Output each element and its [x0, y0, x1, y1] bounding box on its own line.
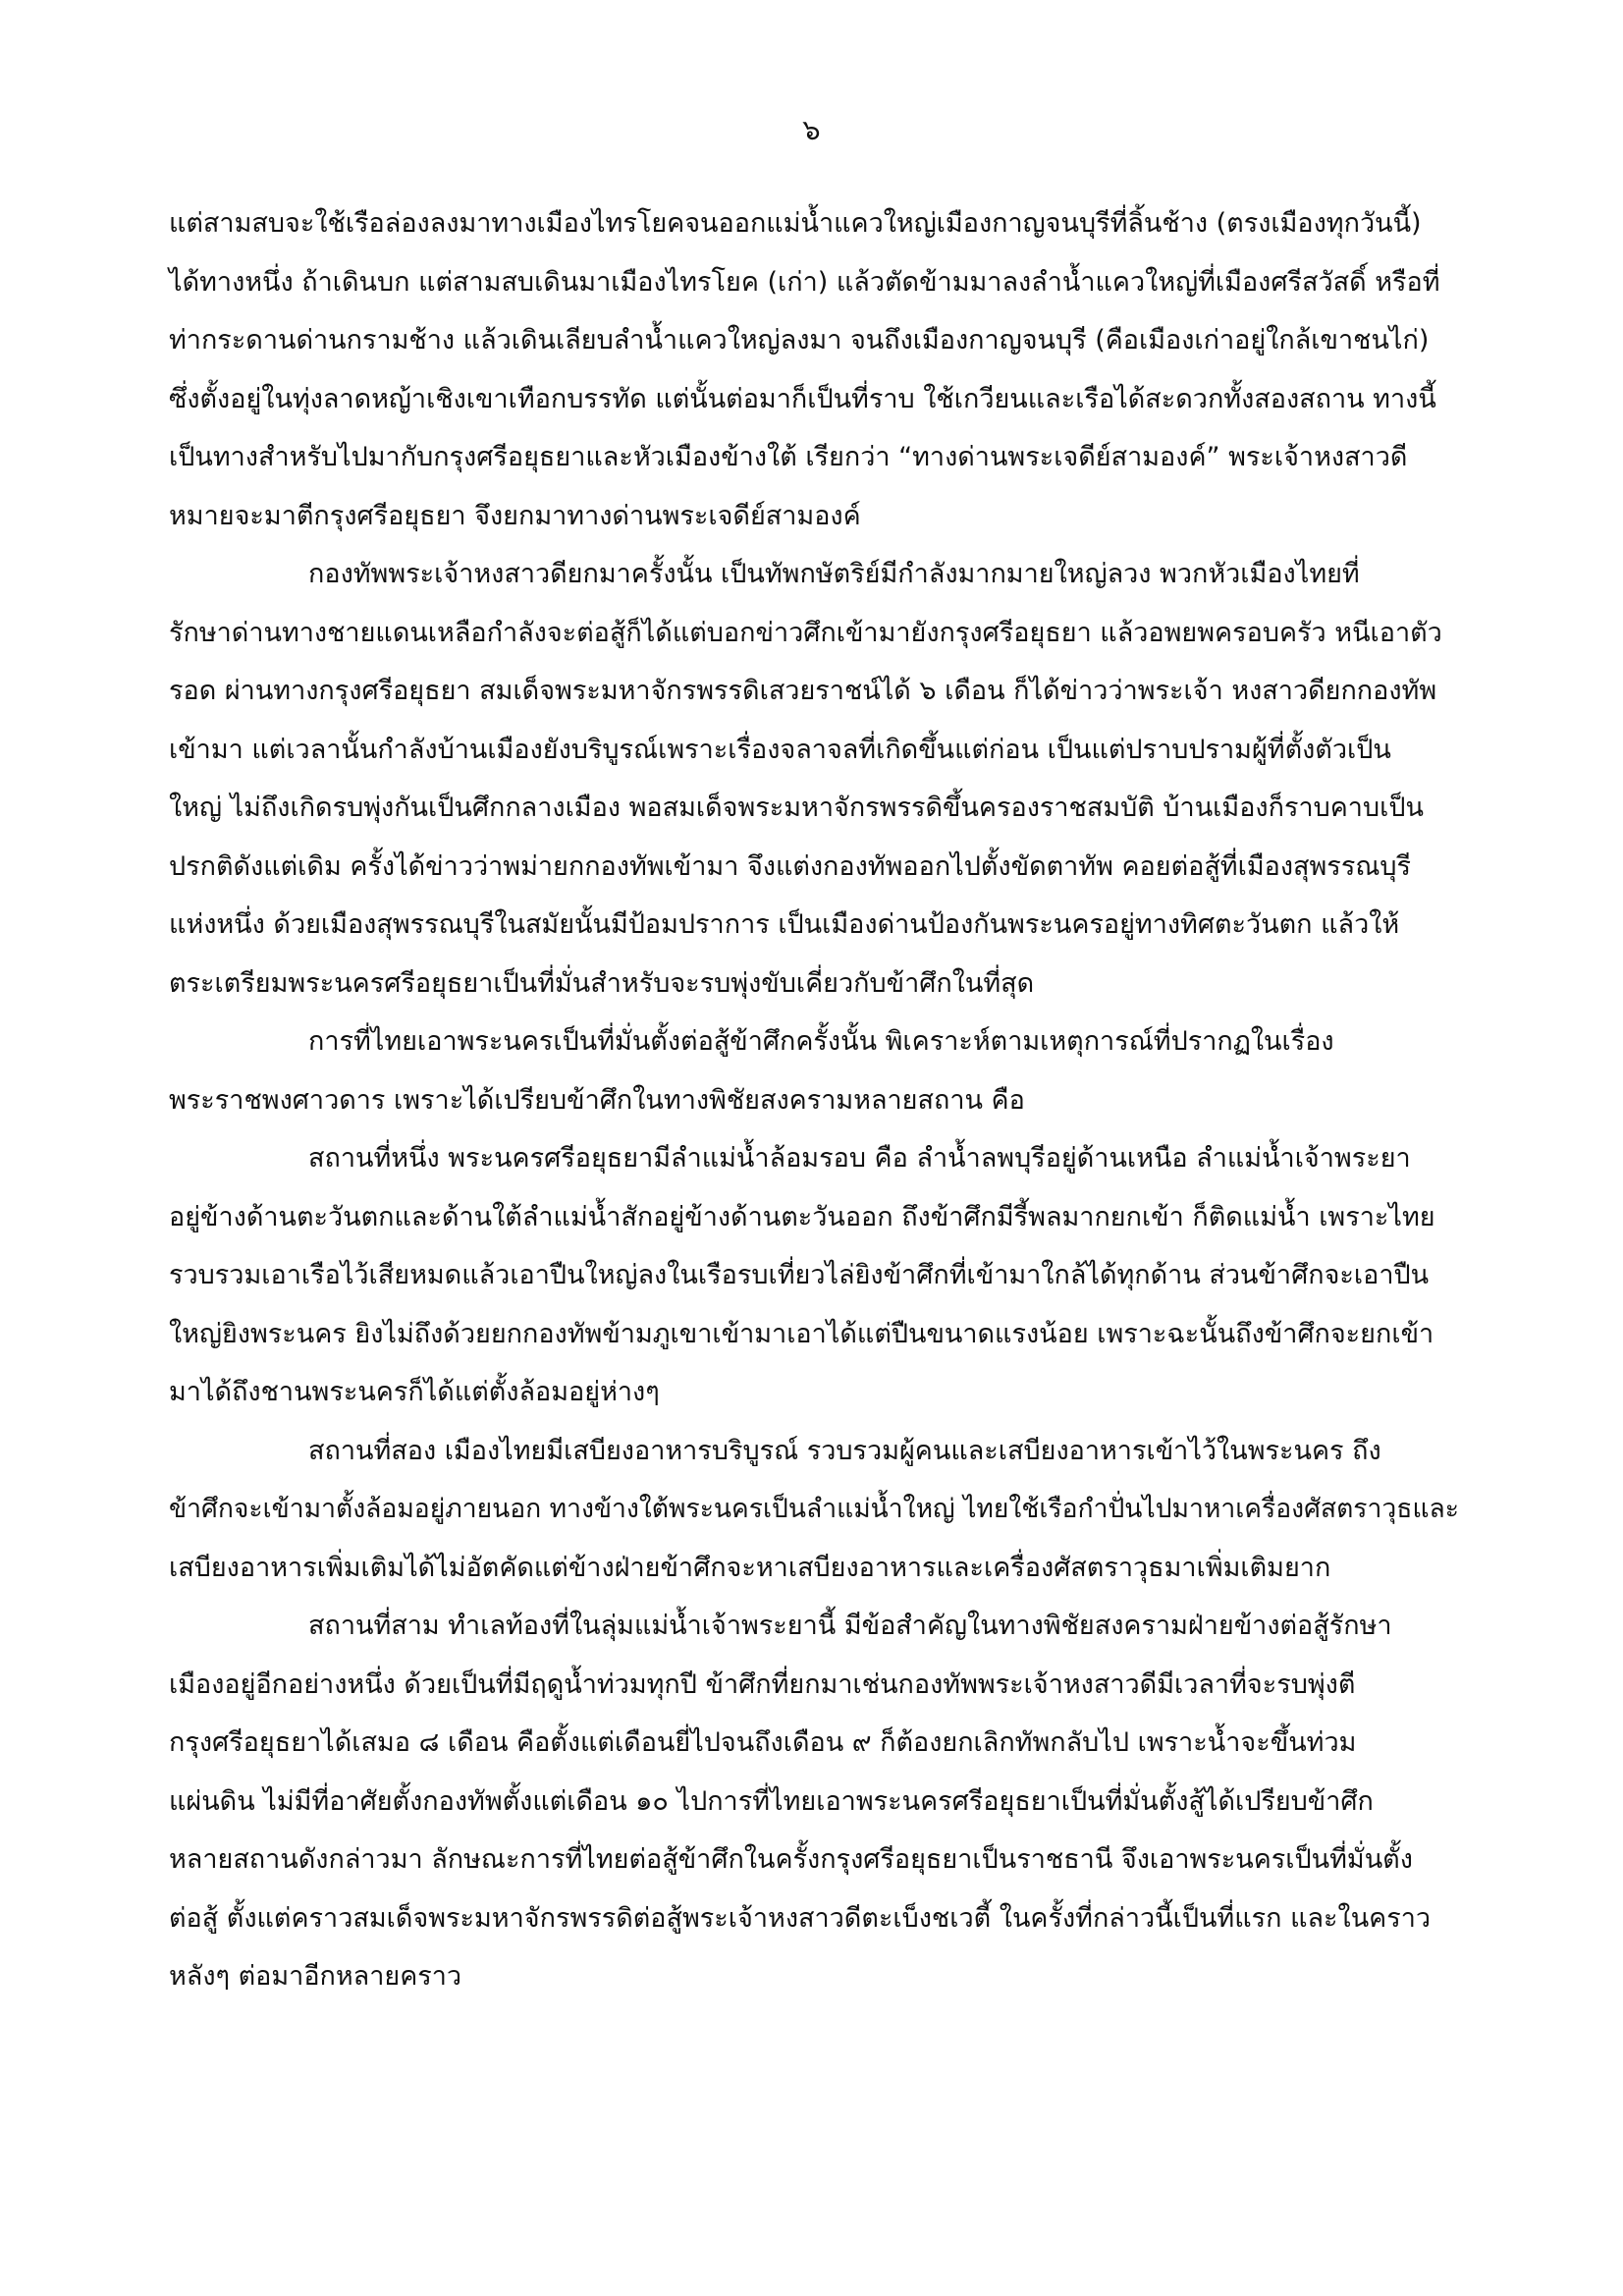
text-line: รวบรวมเอาเรือไว้เสียหมดแล้วเอาปืนใหญ่ลงในเรือรบเที่ยวไล่ยิงข้าศึกที่เข้ามาใกล้ได้ทุกด้าน ส่วนข้าศึกจะเอาปืน [169, 1260, 1430, 1290]
text-line: หลังๆ ต่อมาอีกหลายคราว [169, 1961, 462, 1992]
text-line: กรุงศรีอยุธยาได้เสมอ ๘ เดือน คือตั้งแต่เดือนยี่ไปจนถึงเดือน ๙ ก็ต้องยกเลิกทัพกลับไป เพราะน้ำจะขึ้นท่วม [169, 1727, 1357, 1758]
text-line: สถานที่สอง เมืองไทยมีเสบียงอาหารบริบูรณ์ รวบรวมผู้คนและเสบียงอาหารเข้าไว้ในพระนคร ถึง [308, 1435, 1381, 1466]
text-line: ปรกติดังแต่เดิม ครั้งได้ข่าวว่าพม่ายกกองทัพเข้ามา จึงแต่งกองทัพออกไปตั้งขัดตาทัพ คอยต่อสู้ที่เมืองสุพรรณบุรี [169, 850, 1412, 882]
text-line: พระราชพงศาวดาร เพราะได้เปรียบข้าศึกในทางพิชัยสงครามหลายสถาน คือ [169, 1084, 1025, 1116]
body-text [169, 194, 1467, 2006]
text-line: ตระเตรียมพระนครศรีอยุธยาเป็นที่มั่นสำหรับจะรบพุ่งขับเคี่ยวกับข้าศึกในที่สุด [169, 967, 1035, 999]
text-line: หลายสถานดังกล่าวมา ลักษณะการที่ไทยต่อสู้ข้าศึกในครั้งกรุงศรีอยุธยาเป็นราชธานี จึงเอาพระนครเป็นที่มั่นตั้ง [169, 1844, 1413, 1875]
text-line: การที่ไทยเอาพระนครเป็นที่มั่นตั้งต่อสู้ข้าศึกครั้งนั้น พิเคราะห์ตามเหตุการณ์ที่ปรากฏในเรื่อง [308, 1026, 1334, 1057]
text-line: แต่สามสบจะใช้เรือล่องลงมาทางเมืองไทรโยคจนออกแม่น้ำแควใหญ่เมืองกาญจนบุรีที่ลิ้นช้าง (ตรงเมืองทุกวันนี้) [169, 208, 1422, 239]
text-line: ใหญ่ยิงพระนคร ยิงไม่ถึงด้วยยกกองทัพข้ามภูเขาเข้ามาเอาได้แต่ปืนขนาดแรงน้อย เพราะฉะนั้นถึงข้าศึกจะยกเข้า [169, 1318, 1434, 1349]
text-line: ซึ่งตั้งอยู่ในทุ่งลาดหญ้าเชิงเขาเทือกบรรทัด แต่นั้นต่อมาก็เป็นที่ราบ ใช้เกวียนและเรือได้สะดวกทั้งสองสถาน ทางนี้ [169, 383, 1436, 414]
text-line: รักษาด่านทางชายแดนเหลือกำลังจะต่อสู้ก็ได้แต่บอกข่าวศึกเข้ามายังกรุงศรีอยุธยา แล้วอพยพครอบครัว หนีเอาตัว [169, 617, 1442, 648]
text-line: หมายจะมาตีกรุงศรีอยุธยา จึงยกมาทางด่านพระเจดีย์สามองค์ [169, 500, 861, 531]
text-line: มาได้ถึงชานพระนครก็ได้แต่ตั้งล้อมอยู่ห่างๆ [169, 1377, 660, 1407]
text-line: เสบียงอาหารเพิ่มเติมได้ไม่อัตคัดแต่ข้างฝ่ายข้าศึกจะหาเสบียงอาหารและเครื่องศัสตราวุธมาเพิ่มเติมยาก [169, 1552, 1331, 1583]
text-line: สถานที่สาม ทำเลท้องที่ในลุ่มแม่น้ำเจ้าพระยานี้ มีข้อสำคัญในทางพิชัยสงครามฝ่ายข้างต่อสู้รักษา [308, 1611, 1392, 1641]
text-line: ได้ทางหนึ่ง ถ้าเดินบก แต่สามสบเดินมาเมืองไทรโยค (เก่า) แล้วตัดข้ามมาลงลำน้ำแควใหญ่ที่เมืองศรีสวัสดิ์ หรือที่ [169, 266, 1440, 298]
text-line: ต่อสู้ ตั้งแต่คราวสมเด็จพระมหาจักรพรรดิต่อสู้พระเจ้าหงสาวดีตะเบ็งชเวตี้ ในครั้งที่กล่าวนี้เป็นที่แรก และในคราว [169, 1902, 1432, 1934]
text-line: ใหญ่ ไม่ถึงเกิดรบพุ่งกันเป็นศึกกลางเมือง พอสมเด็จพระมหาจักรพรรดิขึ้นครองราชสมบัติ บ้านเมืองก็ราบคาบเป็น [169, 793, 1424, 823]
text-line: ท่ากระดานด่านกรามช้าง แล้วเดินเลียบลำน้ำแควใหญ่ลงมา จนถึงเมืองกาญจนบุรี (คือเมืองเก่าอยู่ใกล้เขาชนไก่) [169, 325, 1430, 355]
text-line: อยู่ข้างด้านตะวันตกและด้านใต้ลำแม่น้ำสักอยู่ข้างด้านตะวันออก ถึงข้าศึกมีรี้พลมากยกเข้า ก็ติดแม่น้ำ เพราะไทย [169, 1201, 1435, 1232]
text-line: แห่งหนึ่ง ด้วยเมืองสุพรรณบุรีในสมัยนั้นมีป้อมปราการ เป็นเมืองด่านป้องกันพระนครอยู่ทางทิศตะวันตก แล้วให้ [169, 909, 1400, 940]
text-line: รอด ผ่านทางกรุงศรีอยุธยา สมเด็จพระมหาจักรพรรดิเสวยราชน์ได้ ๖ เดือน ก็ได้ข่าวว่าพระเจ้า หงสาวดียกกองทัพ [169, 676, 1437, 706]
text-line: ข้าศึกจะเข้ามาตั้งล้อมอยู่ภายนอก ทางข้างใต้พระนครเป็นลำแม่น้ำใหญ่ ไทยใช้เรือกำปั่นไปมาหาเครื่องศัสตราวุธและ [169, 1494, 1460, 1524]
text-line: เป็นทางสำหรับไปมากับกรุงศรีอยุธยาและหัวเมืองข้างใต้ เรียกว่า “ทางด่านพระเจดีย์สามองค์” พระเจ้าหงสาวดี [169, 442, 1408, 472]
text-line: กองทัพพระเจ้าหงสาวดียกมาครั้งนั้น เป็นทัพกษัตริย์มีกำลังมากมายใหญ่ลวง พวกหัวเมืองไทยที่ [308, 559, 1360, 589]
text-line: เข้ามา แต่เวลานั้นกำลังบ้านเมืองยังบริบูรณ์เพราะเรื่องจลาจลที่เกิดขึ้นแต่ก่อน เป็นแต่ปราบปรามผู้ที่ตั้งตัวเป็น [169, 734, 1391, 765]
page-number: ๖ [802, 113, 821, 146]
text-line: เมืองอยู่อีกอย่างหนึ่ง ด้วยเป็นที่มีฤดูน้ำท่วมทุกปี ข้าศึกที่ยกมาเช่นกองทัพพระเจ้าหงสาวดีมีเวลาที่จะรบพุ่งตี [169, 1668, 1356, 1700]
text-line: สถานที่หนึ่ง พระนครศรีอยุธยามีลำแม่น้ำล้อมรอบ คือ ลำน้ำลพบุรีอยู่ด้านเหนือ ลำแม่น้ำเจ้าพระยา [308, 1143, 1411, 1174]
text-line: แผ่นดิน ไม่มีที่อาศัยตั้งกองทัพตั้งแต่เดือน ๑๐ ไปการที่ไทยเอาพระนครศรีอยุธยาเป็นที่มั่นตั้งสู้ได้เปรียบข้าศึก [169, 1785, 1374, 1817]
